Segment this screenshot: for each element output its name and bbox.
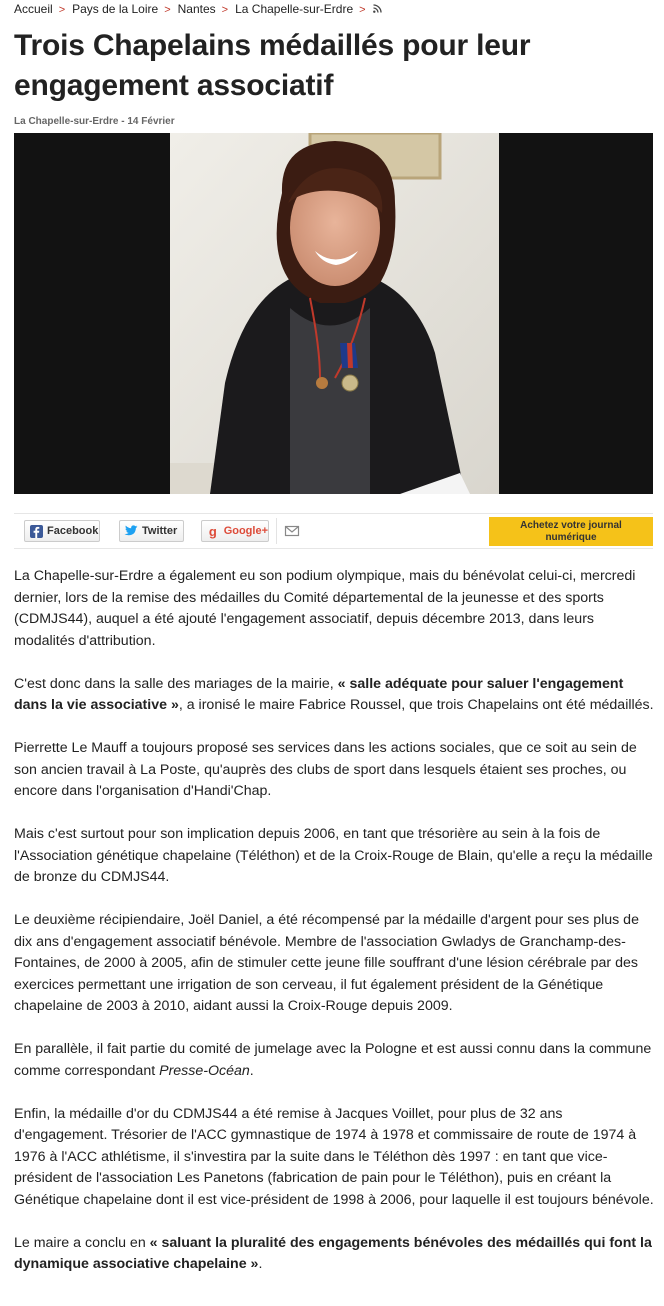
paragraph-text: Le deuxième récipiendaire, Joël Daniel, a été récompensé par la médaille d'argent pour ses plus de dix ans d'engagement associatif bénévole. Membre de l'association Gwladys de Granchamp-des-Fontaines, de 2000 à 2005, afin de stimuler cette jeune fille souffrant d'une lésion cérébrale par des exercices permettant une irrigation de son cerveau, il fut également président de la Génétique chapelaine de 2003 à 2010, aidant aussi la Croix-Rouge depuis 2009. (14, 912, 639, 1014)
twitter-share-button[interactable] (119, 520, 184, 542)
article-paragraph (14, 674, 654, 717)
paragraph-text: . (258, 1256, 263, 1272)
paragraph-text: La Chapelle-sur-Erdre a également eu son podium olympique, mais du bénévolat celui-ci, mercredi dernier, lors de la remise des médailles du Comité départemental de la jeunesse et des sports (CDMJS44), auquel a été ajouté l'engagement associatif, depuis décembre 2013, dans leurs modalités d'attribution. (14, 568, 636, 649)
article-paragraph (14, 1039, 654, 1082)
facebook-label: Facebook (47, 525, 99, 537)
breadcrumb (14, 2, 382, 16)
google-plus-icon: g (208, 523, 217, 539)
chevron-right-icon: > (164, 4, 171, 16)
article-paragraph (14, 1233, 654, 1276)
google-share-button[interactable] (201, 520, 269, 542)
meta-separator: - (118, 116, 128, 127)
paragraph-text: , a ironisé le maire Fabrice Roussel, que trois Chapelains ont été médaillés. (178, 697, 654, 713)
quote-text: « saluant la pluralité des engagements bénévoles des médaillés qui font la dynamique associative chapelaine » (14, 1234, 652, 1272)
quote-text: « salle adéquate pour saluer l'engagement dans la vie associative » (14, 675, 624, 713)
breadcrumb-city[interactable]: Nantes (177, 2, 216, 16)
article-place[interactable]: La Chapelle-sur-Erdre (14, 116, 119, 127)
breadcrumb-town[interactable]: La Chapelle-sur-Erdre (235, 2, 354, 16)
article-paragraph (14, 824, 654, 889)
article-paragraph (14, 738, 654, 803)
buy-label: Achetez votre journal numérique (520, 519, 622, 543)
article-title: Trois Chapelains médaillés pour leur engagement associatif (14, 29, 531, 102)
toolbar-divider (276, 518, 277, 544)
rss-icon[interactable] (373, 4, 382, 16)
breadcrumb-region[interactable]: Pays de la Loire (72, 2, 159, 16)
chevron-right-icon: > (359, 4, 366, 16)
breadcrumb-home[interactable]: Accueil (14, 2, 53, 16)
buy-digital-newspaper-button[interactable] (489, 517, 653, 546)
facebook-icon (29, 524, 43, 538)
paragraph-text: En parallèle, il fait partie du comité de jumelage avec la Pologne et est aussi connu dans la commune comme correspondant (14, 1041, 652, 1079)
article-paragraph (14, 1104, 654, 1212)
paragraph-text: . (249, 1062, 254, 1079)
facebook-share-button[interactable] (24, 520, 100, 542)
paragraph-text: Mais c'est surtout pour son implication depuis 2006, en tant que trésorière au sein à la fois de l'Association génétique chapelaine (Téléthon) et de la Croix-Rouge de Blain, qu'elle a reçu la médaille de bronze du CDMJS44. (14, 826, 653, 885)
paragraph-text: C'est donc dans la salle des mariages de la mairie, (14, 675, 338, 692)
google-label: Google+ (223, 525, 268, 537)
envelope-icon[interactable] (284, 523, 300, 539)
emphasis-text: Presse-Océan (159, 1062, 250, 1079)
article-paragraph (14, 910, 654, 1018)
twitter-bird-icon (124, 524, 138, 538)
chevron-right-icon: > (58, 4, 66, 16)
article-meta (14, 116, 175, 127)
article-photo (14, 133, 653, 494)
article-paragraph (14, 566, 654, 652)
chevron-right-icon: > (221, 4, 229, 16)
paragraph-text: Le maire a conclu en (14, 1234, 150, 1251)
article-body (14, 566, 654, 1297)
twitter-label: Twitter (142, 525, 178, 537)
paragraph-text: Enfin, la médaille d'or du CDMJS44 a été remise à Jacques Voillet, pour plus de 32 ans d'engagement. Trésorier de l'ACC gymnastique de 1974 à 1978 et commissaire de route de 1974 à 1976 à l'ACC athlétisme, il s'investira par la suite dans le Téléthon dès 1997 : en tant que vice-président de l'association Les Panetons (fabrication de pain pour le Téléthon), puis en créant la Génétique chapelaine dont il est vice-président de 1998 à 2006, pour laquelle il est toujours bénévole. (14, 1105, 654, 1208)
photo-portrait (170, 133, 499, 494)
article-date: 14 Février (127, 116, 175, 127)
paragraph-text: Pierrette Le Mauff a toujours proposé ses services dans les actions sociales, que ce soit au sein de son ancien travail à La Poste, qu'auprès des clubs de sport dans lesquels étaient ses proches, ou encore dans l'organisation d'Handi'Chap. (14, 740, 637, 799)
share-toolbar (14, 513, 653, 549)
